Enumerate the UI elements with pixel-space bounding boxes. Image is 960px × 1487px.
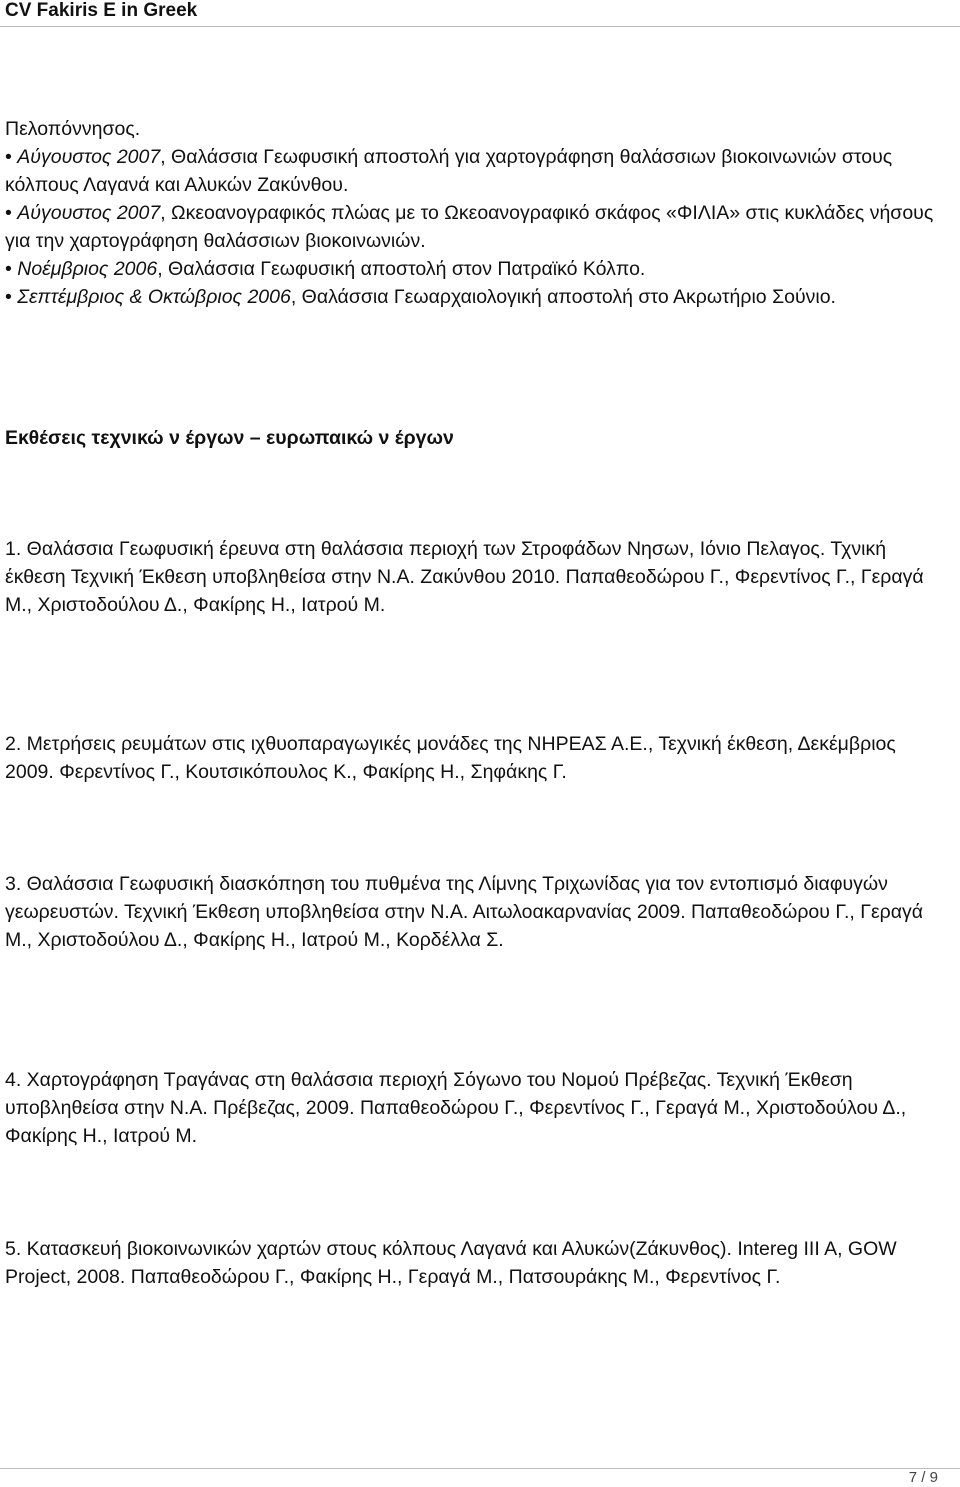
list-item xyxy=(5,143,935,199)
page-current: 7 xyxy=(908,1469,918,1486)
list-item xyxy=(5,283,935,311)
bullet: • xyxy=(5,258,18,280)
bullet: • xyxy=(5,202,18,224)
activities-list xyxy=(5,115,935,311)
document-title: CV Fakiris E in Greek xyxy=(5,0,198,21)
bullet: • xyxy=(5,146,18,168)
header-divider xyxy=(0,26,960,27)
list-item xyxy=(5,255,935,283)
bullet: • xyxy=(5,286,18,308)
item-text: , Θαλάσσια Γεωαρχαιολογική αποστολή στο Ακρωτήριο Σούνιο. xyxy=(290,286,836,308)
report-entry-5: 5. Κατασκευή βιοκοινωνικών χαρτών στους κόλπους Λαγανά και Αλυκών(Ζάκυνθος). Intereg III A, GOW Project, 2008. Παπαθεοδώρου Γ., Φακίρης Η., Γεραγά Μ., Πατσουράκης Μ., Φερεντίνος Γ. xyxy=(5,1238,897,1288)
footer-divider xyxy=(0,1468,960,1469)
item-date: Αύγουστος 2007 xyxy=(17,146,161,168)
report-entry-1: 1. Θαλάσσια Γεωφυσική έρευνα στη θαλάσσια περιοχή των Στροφάδων Νησων, Ιόνιο Πελαγος. Τχνική έκθεση Τεχνική Έκθεση υποβληθείσα στην Ν.Α. Ζακύνθου 2010. Παπαθεοδώρου Γ., Φερεντίνος Γ., Γεραγά Μ., Χριστοδούλου Δ., Φακίρης Η., Ιατρού Μ. xyxy=(5,538,924,616)
item-text: , Ωκεοανογραφικός πλώας με το Ωκεοανογραφικό σκάφος «ΦΙΛΙΑ» στις κυκλάδες νήσους για την χαρτογράφηση θαλάσσιων βιοκοινωνιών. xyxy=(5,202,934,252)
report-entry-4: 4. Χαρτογράφηση Τραγάνας στη θαλάσσια περιοχή Σόγωνο του Νομού Πρέβεζας. Τεχνική Έκθεση υποβληθείσα στην Ν.Α. Πρέβεζας, 2009. Παπαθεοδώρου Γ., Φερεντίνος Γ., Γεραγά Μ., Χριστοδούλου Δ., Φακίρης Η., Ιατρού Μ. xyxy=(5,1069,907,1147)
item-date: Σεπτέμβριος & Οκτώβριος 2006 xyxy=(17,286,291,308)
report-entry-3: 3. Θαλάσσια Γεωφυσική διασκόπηση του πυθμένα της Λίμνης Τριχωνίδας για τον εντοπισμό διαφυγών γεωρευστών. Τεχνική Έκθεση υποβληθείσα στην Ν.Α. Αιτωλοακαρνανίας 2009. Παπαθεοδώρου Γ., Γεραγά Μ., Χριστοδούλου Δ., Φακίρης Η., Ιατρού Μ., Κορδέλλα Σ. xyxy=(5,873,924,951)
page-separator: / xyxy=(917,1469,930,1486)
section-heading: Εκθέσεις τεχνικώ ν έργων – ευρωπαικώ ν έργων xyxy=(5,427,454,449)
item-text: , Θαλάσσια Γεωφυσική αποστολή στον Πατραϊκό Κόλπο. xyxy=(157,258,646,280)
page-number xyxy=(909,1470,938,1486)
item-date: Αύγουστος 2007 xyxy=(17,202,161,224)
continued-line: Πελοπόννησος. xyxy=(5,118,141,140)
page-total: 9 xyxy=(929,1469,938,1486)
item-text: , Θαλάσσια Γεωφυσική αποστολή για χαρτογράφηση θαλάσσιων βιοκοινωνιών στους κόλπους Λαγανά και Αλυκών Ζακύνθου. xyxy=(5,146,893,196)
item-date: Νοέμβριος 2006 xyxy=(17,258,158,280)
report-entry-2: 2. Μετρήσεις ρευμάτων στις ιχθυοπαραγωγικές μονάδες της ΝΗΡΕΑΣ Α.Ε., Τεχνική έκθεση, Δεκέμβριος 2009. Φερεντίνος Γ., Κουτσικόπουλος Κ., Φακίρης Η., Σηφάκης Γ. xyxy=(5,733,896,783)
list-item xyxy=(5,199,935,255)
